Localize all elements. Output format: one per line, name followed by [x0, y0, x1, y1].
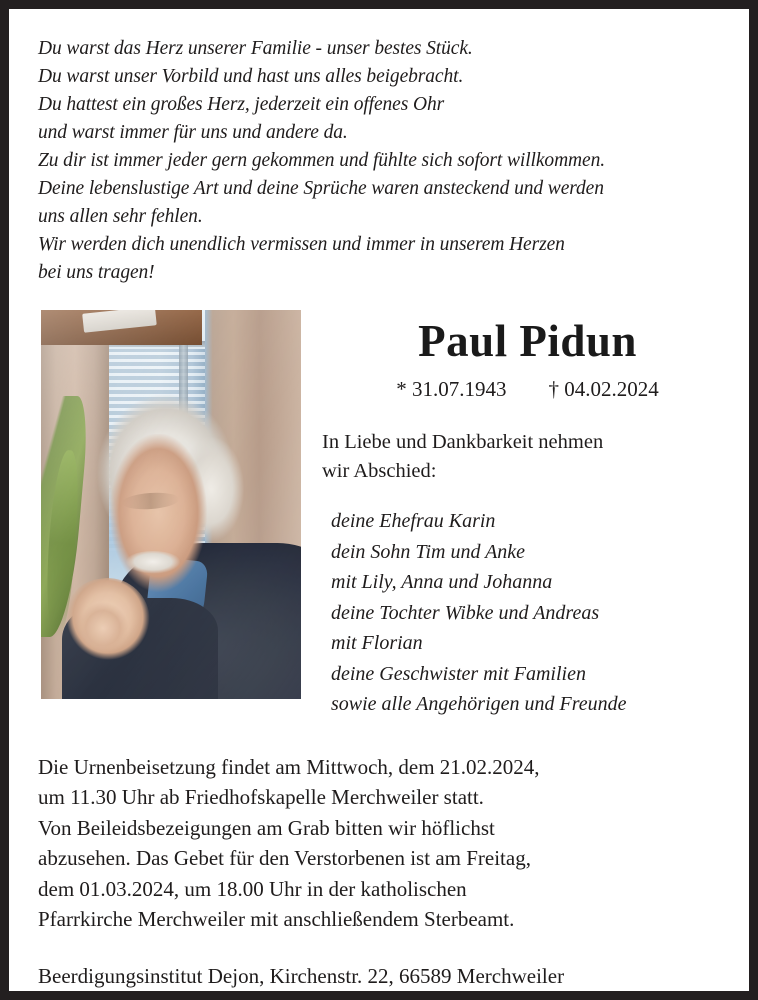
- farewell-statement: [322, 428, 733, 486]
- poem-line: Du warst unser Vorbild und hast uns alles beigebracht.: [38, 66, 464, 87]
- farewell-line: In Liebe und Dankbarkeit nehmen: [322, 431, 604, 453]
- death-date: [549, 374, 659, 404]
- poem-line: Du hattest ein großes Herz, jederzeit ein offenes Ohr: [38, 94, 445, 115]
- survivor-line: mit Florian: [331, 632, 423, 654]
- life-dates: [322, 374, 733, 404]
- service-line: Von Beileidsbezeigungen am Grab bitten wir höflichst: [38, 815, 495, 840]
- service-line: Die Urnenbeisetzung findet am Mittwoch, dem 21.02.2024,: [38, 754, 540, 779]
- photo-soft-haze: [41, 310, 301, 699]
- poem-line: und warst immer für uns und andere da.: [38, 122, 348, 143]
- service-line: Pfarrkirche Merchweiler mit anschließendem Sterbeamt.: [38, 907, 515, 931]
- service-line: dem 01.03.2024, um 18.00 Uhr in der katholischen: [38, 876, 467, 901]
- portrait-and-name-section: [9, 310, 749, 720]
- service-line: um 11.30 Uhr ab Friedhofskapelle Merchweiler statt.: [38, 785, 484, 809]
- death-date-value: 04.02.2024: [564, 377, 659, 401]
- cross-dagger-icon: †: [548, 377, 559, 401]
- poem-line: Zu dir ist immer jeder gern gekommen und fühlte sich sofort willkommen.: [38, 150, 606, 171]
- notice-inner: [9, 9, 749, 991]
- funeral-institute: Beerdigungsinstitut Dejon, Kirchenstr. 22, 66589 Merchweiler: [38, 963, 565, 988]
- name-and-survivors-column: [301, 310, 749, 720]
- survivor-line: deine Tochter Wibke und Andreas: [331, 601, 600, 624]
- deceased-name: Paul Pidun: [418, 316, 637, 366]
- poem-line: bei uns tragen!: [38, 262, 155, 283]
- survivors-list: [322, 506, 733, 720]
- farewell-line: wir Abschied:: [322, 460, 437, 482]
- memorial-poem: [9, 9, 749, 287]
- survivor-line: mit Lily, Anna und Johanna: [331, 571, 553, 593]
- service-line: abzusehen. Das Gebet für den Verstorbenen ist am Freitag,: [38, 846, 531, 870]
- poem-line: uns allen sehr fehlen.: [38, 206, 203, 227]
- survivor-line: deine Ehefrau Karin: [331, 510, 496, 532]
- birth-date: [396, 374, 506, 404]
- deceased-portrait-photo: [41, 310, 301, 699]
- birth-date-value: 31.07.1943: [412, 377, 507, 401]
- survivor-line: deine Geschwister mit Familien: [331, 662, 586, 685]
- birth-symbol-icon: *: [396, 377, 407, 401]
- poem-line: Deine lebenslustige Art und deine Sprüche waren ansteckend und werden: [38, 178, 604, 199]
- survivor-line: sowie alle Angehörigen und Freunde: [331, 693, 627, 715]
- service-details: [9, 752, 749, 991]
- survivor-line: dein Sohn Tim und Anke: [331, 540, 526, 563]
- poem-line: Du warst das Herz unserer Familie - unser bestes Stück.: [38, 38, 473, 59]
- poem-line: Wir werden dich unendlich vermissen und immer in unserem Herzen: [38, 234, 565, 255]
